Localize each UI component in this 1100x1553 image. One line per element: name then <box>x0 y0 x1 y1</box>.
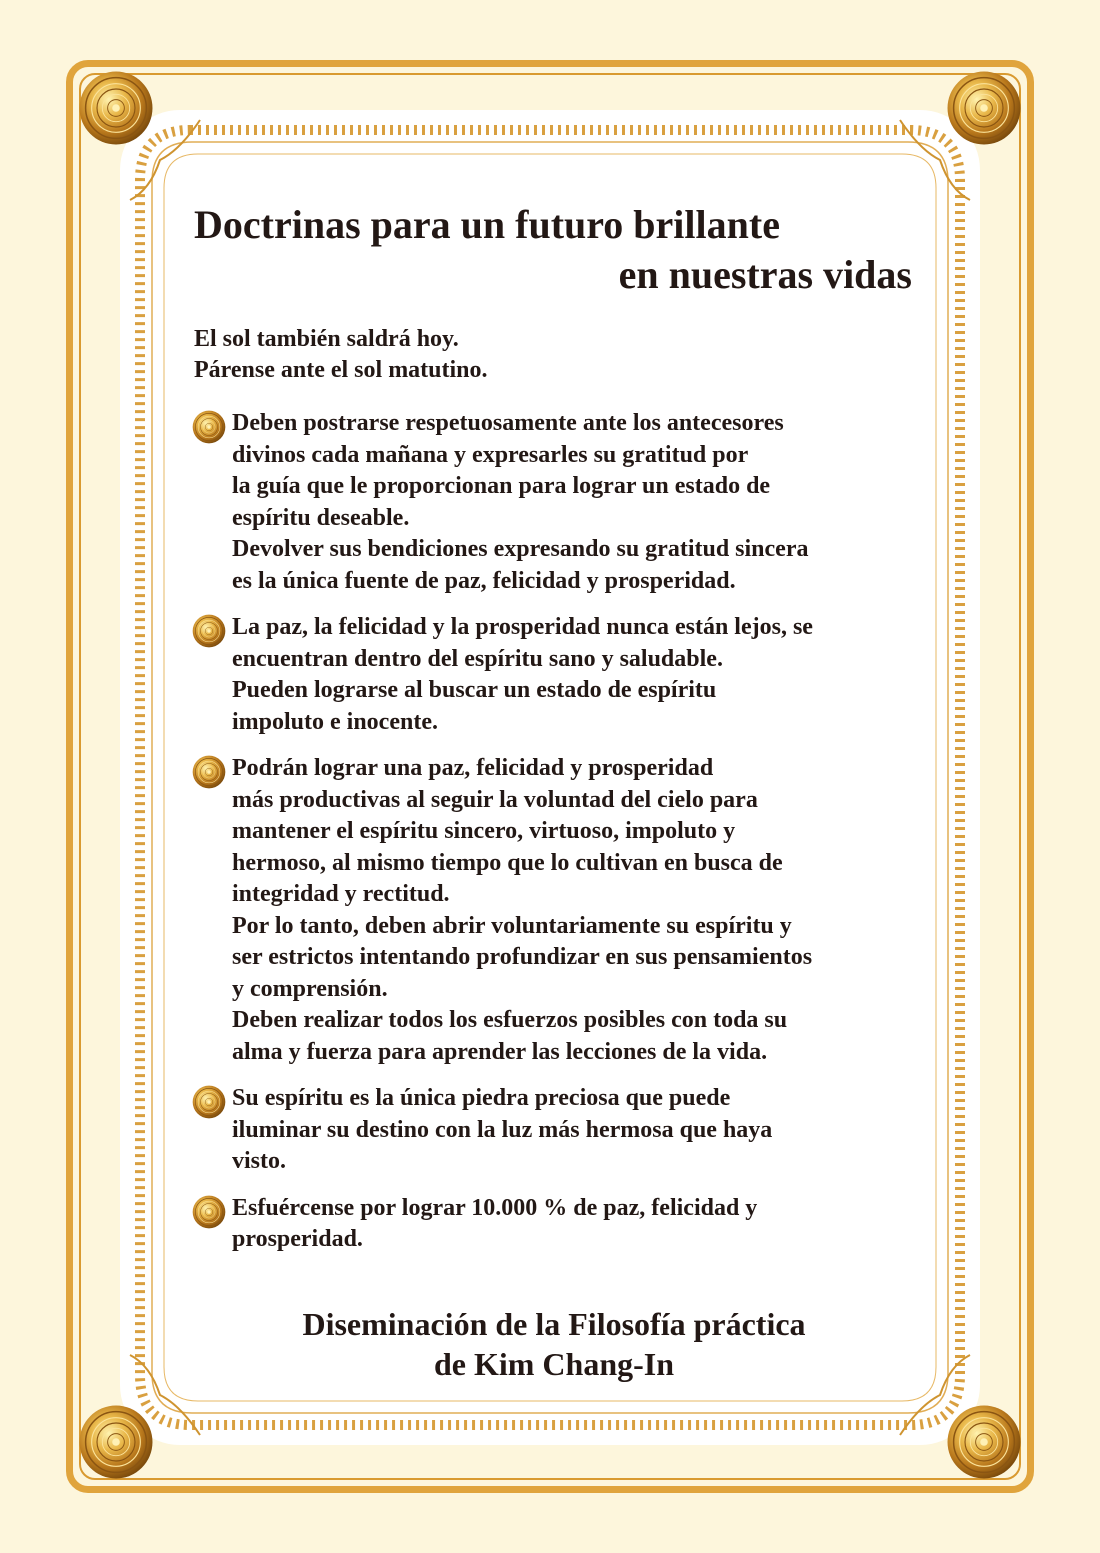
item-paragraph <box>232 534 924 597</box>
title-line-1: Doctrinas para un futuro brillante <box>194 202 780 247</box>
item-line: es la única fuente de paz, felicidad y prosperidad. <box>232 567 736 594</box>
item-line: Esfuércense por lograr 10.000 % de paz, felicidad y <box>232 1194 758 1221</box>
intro-line: El sol también saldrá hoy. <box>194 326 459 352</box>
item-line: la guía que le proporcionan para lograr un estado de <box>232 473 771 499</box>
item-line: Devolver sus bendiciones expresando su gratitud sincera <box>232 536 809 562</box>
item-line: prosperidad. <box>232 1226 363 1252</box>
gold-disc-bullet-icon <box>192 1085 226 1119</box>
item-line: Por lo tanto, deben abrir voluntariamente su espíritu y <box>232 912 792 939</box>
list-item <box>194 1083 924 1178</box>
item-paragraph <box>232 1193 924 1256</box>
item-line: mantener el espíritu sincero, virtuoso, impoluto y <box>232 818 736 844</box>
gold-disc-bullet-icon <box>192 410 226 444</box>
item-paragraph <box>232 753 924 911</box>
intro-text <box>194 324 924 386</box>
page-title <box>194 200 924 300</box>
item-line: visto. <box>232 1148 286 1174</box>
item-line: Su espíritu es la única piedra preciosa que puede <box>232 1085 731 1111</box>
gold-medallion-icon <box>78 1404 154 1480</box>
item-line: iluminar su destino con la luz más hermosa que haya <box>232 1116 773 1143</box>
list-item <box>194 753 924 1068</box>
item-line: Deben realizar todos los esfuerzos posibles con toda su <box>232 1007 788 1033</box>
list-item <box>194 1193 924 1256</box>
title-line-2: en nuestras vidas <box>618 252 912 297</box>
footer-credit <box>194 1304 914 1384</box>
item-line: más productivas al seguir la voluntad del cielo para <box>232 786 758 813</box>
item-line: La paz, la felicidad y la prosperidad nunca están lejos, se <box>232 614 813 640</box>
item-line: ser estrictos intentando profundizar en sus pensamientos <box>232 944 813 970</box>
item-line: Pueden lograrse al buscar un estado de espíritu <box>232 677 717 703</box>
item-line: espíritu deseable. <box>232 504 410 531</box>
footer-line-1: Diseminación de la Filosofía práctica <box>302 1306 806 1342</box>
item-line: divinos cada mañana y expresarles su gratitud por <box>232 441 749 468</box>
gold-medallion-icon <box>946 1404 1022 1480</box>
gold-medallion-icon <box>78 70 154 146</box>
item-line: encuentran dentro del espíritu sano y saludable. <box>232 645 723 672</box>
item-paragraph <box>232 612 924 675</box>
gold-disc-bullet-icon <box>192 755 226 789</box>
gold-disc-bullet-icon <box>192 614 226 648</box>
item-line: alma y fuerza para aprender las lecciones de la vida. <box>232 1038 768 1065</box>
gold-disc-bullet-icon <box>192 1195 226 1229</box>
item-line: integridad y rectitud. <box>232 881 450 907</box>
item-paragraph <box>232 911 924 1006</box>
item-line: Podrán lograr una paz, felicidad y prosperidad <box>232 755 714 781</box>
item-line: y comprensión. <box>232 975 388 1002</box>
document-body <box>194 200 924 1271</box>
item-paragraph <box>232 1083 924 1178</box>
item-paragraph <box>232 1005 924 1068</box>
list-item <box>194 612 924 738</box>
item-line: hermoso, al mismo tiempo que lo cultivan en busca de <box>232 849 783 876</box>
doctrine-list <box>194 408 924 1256</box>
item-line: impoluto e inocente. <box>232 708 438 735</box>
item-paragraph <box>232 408 924 534</box>
list-item <box>194 408 924 597</box>
item-line: Deben postrarse respetuosamente ante los antecesores <box>232 410 784 436</box>
intro-line: Párense ante el sol matutino. <box>194 357 488 383</box>
item-paragraph <box>232 675 924 738</box>
footer-line-2: de Kim Chang-In <box>433 1346 675 1382</box>
gold-medallion-icon <box>946 70 1022 146</box>
